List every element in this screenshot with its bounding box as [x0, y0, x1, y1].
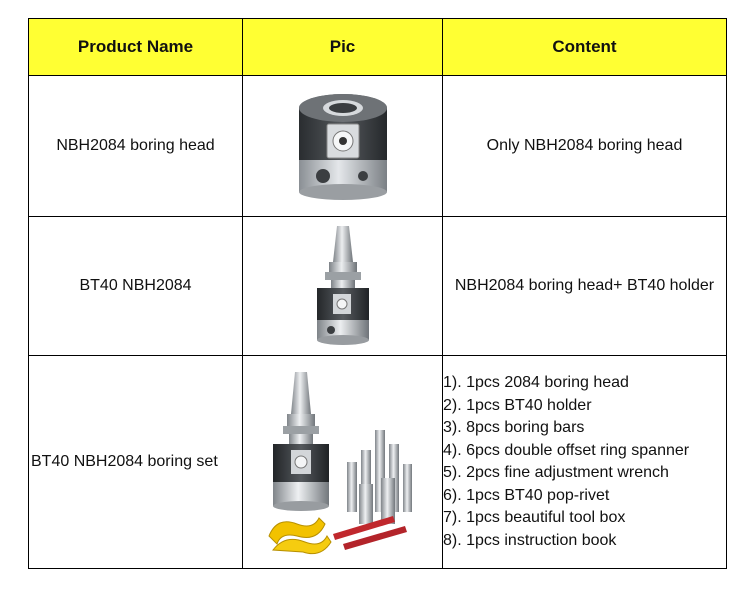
list-item: 5). 2pcs fine adjustment wrench — [443, 464, 669, 481]
table-row — [29, 356, 727, 569]
product-pic-cell — [243, 217, 443, 356]
product-content-cell: Only NBH2084 boring head — [443, 76, 727, 217]
product-name-cell: BT40 NBH2084 boring set — [29, 356, 243, 569]
list-item: 2). 1pcs BT40 holder — [443, 396, 592, 414]
list-item: 4). 6pcs double offset ring spanner — [443, 441, 690, 459]
list-item: 6). 1pcs BT40 pop-rivet — [443, 486, 610, 504]
product-content-cell — [443, 356, 727, 569]
content-list — [443, 372, 726, 552]
boring-head-with-holder-photo-icon — [303, 222, 383, 350]
product-content-cell: NBH2084 boring head+ BT40 holder — [443, 217, 727, 356]
list-item: 8). 1pcs instruction book — [443, 531, 617, 549]
header-content: Content — [443, 19, 727, 76]
product-pic-cell — [243, 76, 443, 217]
table-row — [29, 76, 727, 217]
product-name-cell: BT40 NBH2084 — [29, 217, 243, 356]
boring-head-photo-icon — [283, 86, 403, 206]
boring-set-photo-icon — [263, 366, 423, 558]
header-pic: Pic — [243, 19, 443, 76]
product-name-cell: NBH2084 boring head — [29, 76, 243, 217]
product-pic-cell — [243, 356, 443, 569]
list-item: 3). 8pcs boring bars — [443, 419, 585, 436]
list-item: 1). 1pcs 2084 boring head — [443, 374, 629, 391]
list-item: 7). 1pcs beautiful tool box — [443, 509, 626, 526]
header-product-name: Product Name — [29, 19, 243, 76]
table-row — [29, 217, 727, 356]
header-row — [29, 19, 727, 76]
product-table — [28, 18, 727, 569]
